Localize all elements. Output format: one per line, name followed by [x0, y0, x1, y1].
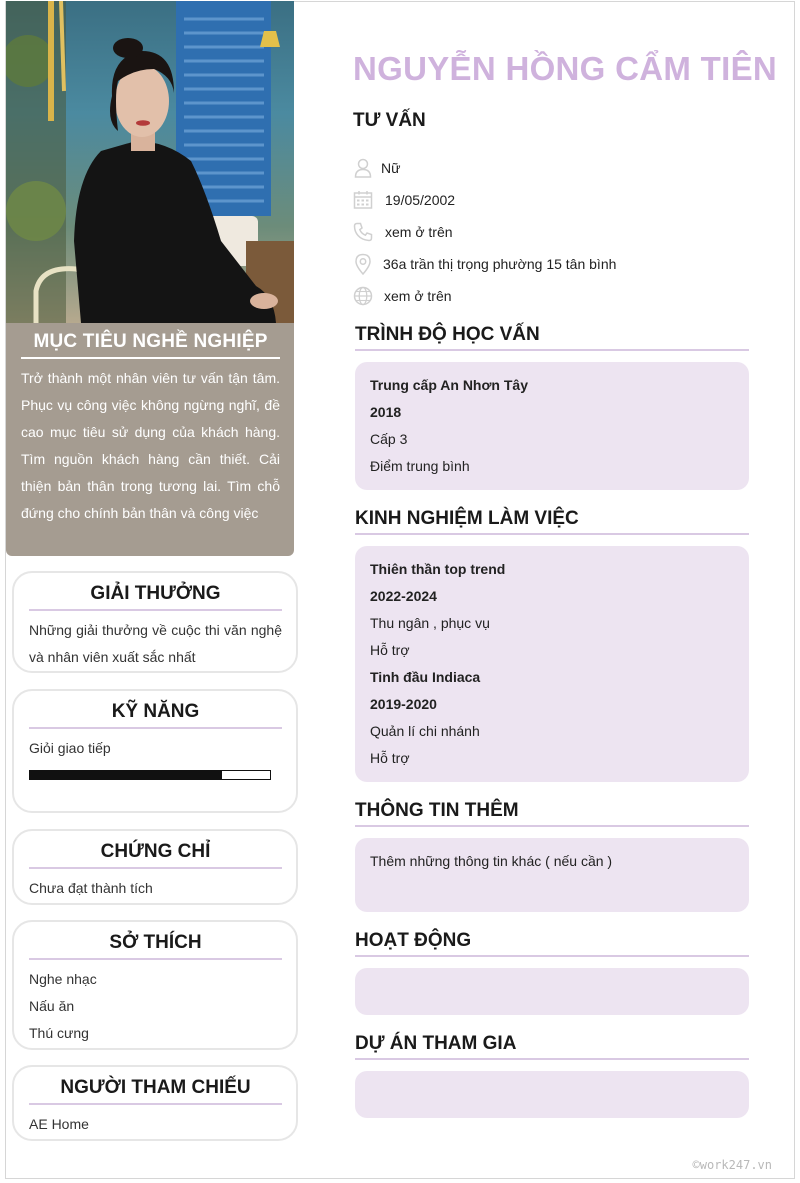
globe-icon: [353, 286, 373, 306]
education-major: Cấp 3: [370, 431, 408, 447]
activities-title: HOẠT ĐỘNG: [355, 930, 749, 957]
additional-info-title: THÔNG TIN THÊM: [355, 800, 749, 827]
career-objective-title: MỤC TIÊU NGHỀ NGHIỆP: [21, 331, 280, 359]
projects-title: DỰ ÁN THAM GIA: [355, 1033, 749, 1060]
address-row: [353, 252, 616, 276]
career-objective-section: [6, 323, 294, 556]
gender-value: Nữ: [381, 160, 401, 176]
skills-section: [12, 689, 298, 813]
experience-role: Quản lí chi nhánh: [370, 723, 480, 739]
experience-card: [355, 546, 749, 782]
awards-text: Những giải thưởng về cuộc thi văn nghệ và nhân viên xuất sắc nhất: [29, 622, 282, 665]
experience-period: 2022-2024: [370, 588, 437, 604]
job-position: TƯ VẤN: [353, 110, 426, 131]
experience-company: Tinh đầu Indiaca: [370, 669, 481, 685]
gender-row: [353, 156, 400, 180]
hobby-item: Thú cưng: [29, 1025, 89, 1041]
hobbies-section: [12, 920, 298, 1050]
skill-level-bar: [29, 770, 271, 780]
experience-period: 2019-2020: [370, 696, 437, 712]
certificates-section: [12, 829, 298, 905]
additional-info-text: Thêm những thông tin khác ( nếu cần ): [370, 853, 613, 869]
activities-card: [355, 968, 749, 1015]
education-title: TRÌNH ĐỘ HỌC VẤN: [355, 324, 749, 351]
experience-desc: Hỗ trợ: [370, 642, 410, 658]
candidate-name: NGUYỄN HỒNG CẨM TIÊN: [353, 50, 778, 87]
experience-title: KINH NGHIỆM LÀM VIỆC: [355, 508, 749, 535]
skill-level-fill: [30, 771, 222, 779]
experience-desc: Hỗ trợ: [370, 750, 410, 766]
education-school: Trung cấp An Nhơn Tây: [370, 377, 528, 393]
certificates-text: Chưa đạt thành tích: [29, 880, 153, 896]
user-icon: [353, 158, 373, 178]
experience-company: Thiên thần top trend: [370, 561, 506, 577]
education-grade: Điểm trung bình: [370, 458, 470, 474]
hobby-item: Nấu ăn: [29, 998, 75, 1014]
phone-row: [353, 220, 453, 244]
hobbies-title: SỞ THÍCH: [29, 932, 282, 960]
birthday-value: 19/05/2002: [385, 192, 456, 208]
location-pin-icon: [353, 254, 373, 274]
watermark-text: ©work247.vn: [692, 1158, 772, 1172]
additional-info-card: [355, 838, 749, 912]
references-section: [12, 1065, 298, 1141]
awards-title: GIẢI THƯỞNG: [29, 583, 282, 611]
birthday-row: [353, 188, 455, 212]
career-objective-text: Trở thành một nhân viên tư vấn tận tâm. Phục vụ công việc không ngừng nghĩ, đề cao mục tiêu sử dụng của khách hàng. Tìm nguồn khách hàng cần thiết. Cải thiện bản thân trong tương lai. Tìm chỗ đứng cho chính bản thân và công việc: [21, 370, 280, 521]
references-text: AE Home: [29, 1116, 89, 1132]
phone-icon: [353, 222, 373, 242]
certificates-title: CHỨNG CHỈ: [29, 841, 282, 869]
website-row: [353, 284, 452, 308]
projects-card: [355, 1071, 749, 1118]
hobby-item: Nghe nhạc: [29, 971, 97, 987]
profile-photo: [6, 1, 294, 323]
skills-title: KỸ NĂNG: [29, 701, 282, 729]
education-year: 2018: [370, 404, 402, 420]
references-title: NGƯỜI THAM CHIẾU: [29, 1077, 282, 1105]
experience-role: Thu ngân , phục vụ: [370, 615, 490, 631]
website-value: xem ở trên: [384, 288, 452, 304]
skill-name: Giỏi giao tiếp: [29, 740, 111, 756]
address-value: 36a trần thị trọng phường 15 tân bình: [383, 256, 617, 272]
calendar-icon: [353, 190, 373, 210]
awards-section: [12, 571, 298, 673]
education-card: [355, 362, 749, 490]
phone-value: xem ở trên: [385, 224, 453, 240]
